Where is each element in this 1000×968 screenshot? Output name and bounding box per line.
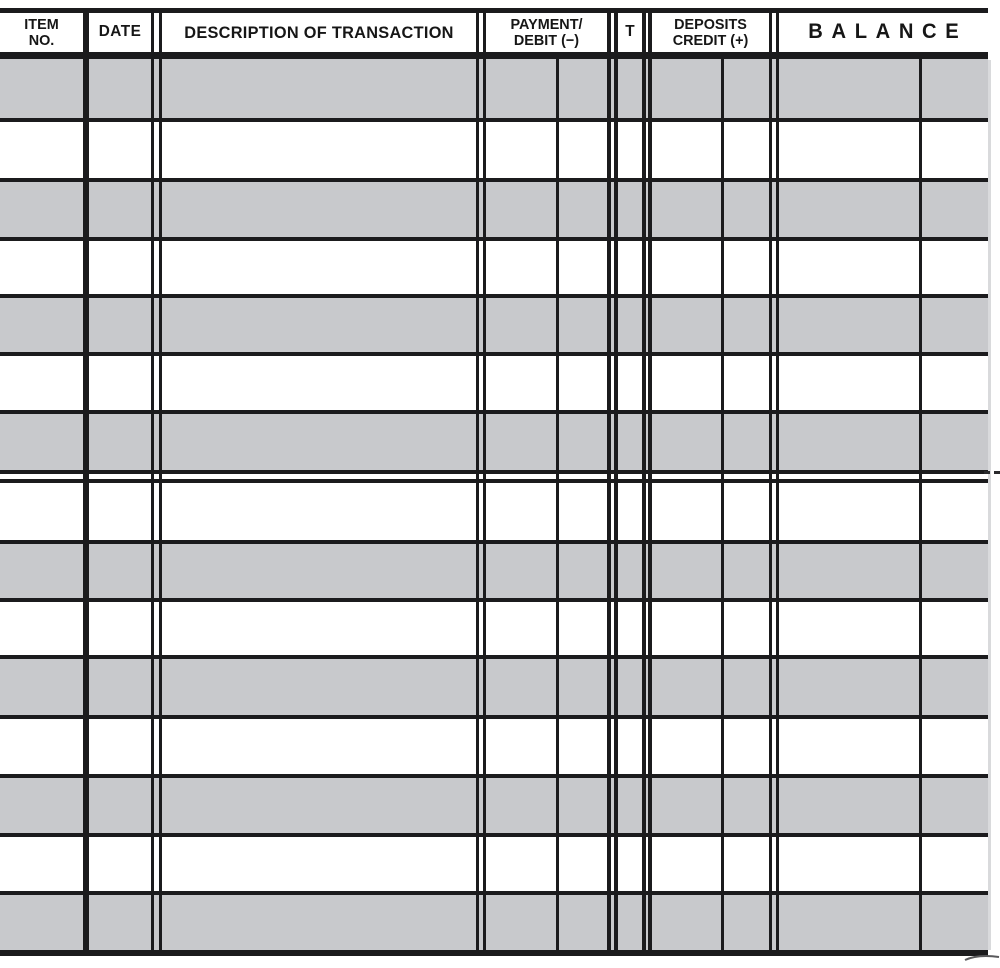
grid-horizontal-rule	[0, 118, 988, 122]
column-header-deposits-credit	[654, 13, 766, 52]
grid-vertical-rule	[614, 8, 618, 956]
page-curl-icon	[964, 951, 1000, 967]
grid-horizontal-rule	[0, 479, 988, 483]
register-row-15	[0, 895, 988, 950]
grid-vertical-rule	[642, 8, 646, 956]
register-row-11	[0, 659, 988, 715]
grid-horizontal-rule	[0, 470, 988, 474]
header-item-line1: ITEM	[24, 15, 59, 33]
grid-vertical-rule	[556, 59, 559, 950]
grid-horizontal-rule	[0, 237, 988, 241]
grid-horizontal-rule	[0, 410, 988, 414]
header-payment-line2: DEBIT (−)	[513, 31, 580, 49]
header-t-label: T	[625, 23, 635, 41]
grid-vertical-rule	[919, 59, 922, 950]
grid-vertical-rule	[776, 8, 779, 956]
grid-vertical-rule	[83, 8, 89, 956]
column-header-payment-debit	[488, 13, 604, 52]
header-date-label: DATE	[98, 23, 142, 41]
header-deposits-line1: DEPOSITS	[674, 15, 747, 33]
column-header-item-no	[2, 13, 82, 52]
column-header-date	[90, 13, 150, 52]
register-row-14	[0, 837, 988, 891]
grid-vertical-rule	[151, 8, 154, 956]
grid-vertical-rule	[483, 8, 486, 956]
grid-horizontal-rule	[0, 294, 988, 298]
register-row-5	[0, 298, 988, 352]
grid-horizontal-rule	[0, 774, 988, 778]
register-row-8	[0, 483, 988, 540]
register-row-3	[0, 182, 988, 237]
grid-horizontal-rule	[0, 598, 988, 602]
header-deposits-line2: CREDIT (+)	[672, 31, 749, 49]
register-row-6	[0, 356, 988, 410]
grid-vertical-rule	[607, 8, 611, 956]
grid-horizontal-rule	[0, 891, 988, 895]
grid-vertical-rule	[159, 8, 162, 956]
page-edge-shadow	[988, 60, 991, 950]
header-balance-label: BALANCE	[808, 20, 968, 44]
register-row-7	[0, 414, 988, 470]
grid-vertical-rule	[648, 8, 652, 956]
column-header-t	[618, 13, 641, 52]
register-row-4	[0, 241, 988, 294]
column-header-description	[168, 13, 469, 52]
grid-horizontal-rule	[0, 540, 988, 544]
grid-vertical-rule	[476, 8, 479, 956]
grid-horizontal-rule	[0, 715, 988, 719]
register-row-13	[0, 778, 988, 833]
register-row-12	[0, 719, 988, 774]
register-row-10	[0, 602, 988, 655]
header-description-label: DESCRIPTION OF TRANSACTION	[184, 22, 454, 42]
fold-dash-icon	[984, 471, 1000, 474]
grid-horizontal-rule	[0, 352, 988, 356]
grid-vertical-rule	[769, 8, 772, 956]
column-header-balance	[783, 13, 984, 52]
header-payment-line1: PAYMENT/	[510, 15, 583, 33]
header-item-line2: NO.	[28, 31, 55, 49]
register-row-9	[0, 544, 988, 598]
grid-horizontal-rule	[0, 655, 988, 659]
register-row-1	[0, 59, 988, 118]
register-row-2	[0, 122, 988, 178]
grid-horizontal-rule	[0, 833, 988, 837]
grid-horizontal-rule	[0, 52, 988, 59]
grid-vertical-rule	[721, 59, 724, 950]
grid-horizontal-rule	[0, 178, 988, 182]
grid-horizontal-rule	[0, 950, 988, 956]
